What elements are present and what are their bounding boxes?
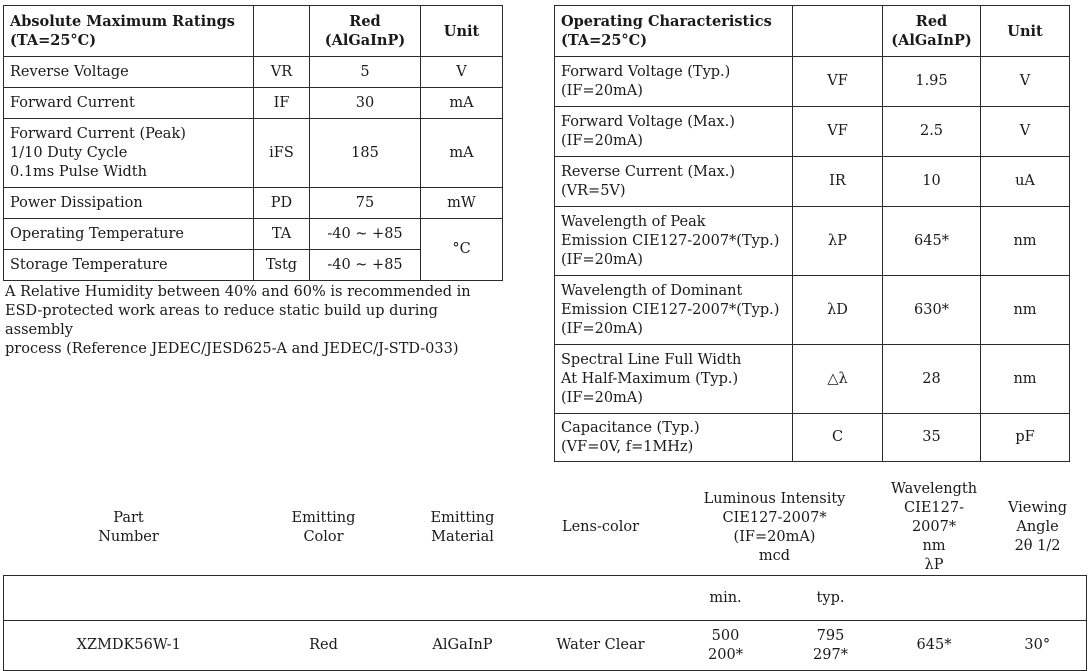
table-row: Reverse Voltage VR 5 V: [4, 57, 503, 88]
emitting-material-header: Emitting Material: [430, 509, 495, 545]
part-selection-table: [3, 480, 1087, 671]
emitting-color: Red: [254, 621, 394, 671]
amr-red-header: Red (AlGaInP): [310, 6, 421, 57]
table-row: Reverse Current (Max.) (VR=5V) IR 10 uA: [555, 157, 1070, 207]
viewing-angle: 30°: [989, 621, 1087, 671]
wavelength-header: Wavelength CIE127-2007* nm λP: [890, 481, 978, 573]
emitting-material: AlGaInP: [394, 621, 532, 671]
viewing-angle-header: Viewing Angle 2θ 1/2: [1007, 500, 1068, 554]
table-row: Storage Temperature Tstg -40 ~ +85: [4, 250, 503, 281]
opc-title: Operating Characteristics: [561, 13, 772, 30]
intensity-typ: 795 297*: [782, 621, 880, 671]
luminous-intensity-header: Luminous Intensity CIE127-2007* (IF=20mA) mcd: [703, 490, 846, 564]
minmax-row: [4, 576, 1087, 621]
table-row: Forward Voltage (Max.) (IF=20mA) VF 2.5 V: [555, 107, 1070, 157]
opc-condition: (TA=25°C): [561, 32, 648, 49]
emitting-color-header: Emitting Color: [291, 509, 356, 545]
table-row: Capacitance (Typ.) (VF=0V, f=1MHz) C 35 pF: [555, 414, 1070, 462]
opc-unit-header: Unit: [981, 6, 1070, 57]
absolute-maximum-ratings-table: [3, 5, 503, 281]
amr-title-cell: [4, 6, 254, 57]
amr-unit-header: Unit: [421, 6, 503, 57]
min-label: min.: [670, 576, 782, 621]
typ-label: typ.: [782, 576, 880, 621]
table-row: Wavelength of Peak Emission CIE127-2007*(Typ.) (IF=20mA) λP 645* nm: [555, 207, 1070, 276]
table-row: [4, 621, 1087, 671]
humidity-note: A Relative Humidity between 40% and 60% is recommended in ESD-protected work areas to reduce static build up during assembly process (Reference JEDEC/JESD625-A and JEDEC/J-STD-033): [5, 284, 471, 357]
intensity-min: 500 200*: [670, 621, 782, 671]
table-row: Forward Current IF 30 mA: [4, 88, 503, 119]
table-row: Wavelength of Dominant Emission CIE127-2007*(Typ.) (IF=20mA) λD 630* nm: [555, 276, 1070, 345]
table-row: Operating Temperature TA -40 ~ +85 °C: [4, 219, 503, 250]
amr-condition: (TA=25°C): [10, 32, 97, 49]
amr-title: Absolute Maximum Ratings: [10, 13, 235, 30]
part-header-row: [4, 480, 1087, 576]
lens-color: Water Clear: [532, 621, 670, 671]
opc-red-header: Red (AlGaInP): [883, 6, 981, 57]
opc-title-cell: [555, 6, 793, 57]
table-row: Power Dissipation PD 75 mW: [4, 188, 503, 219]
part-number: XZMDK56W-1: [4, 621, 254, 671]
part-number-header: Part Number: [98, 509, 159, 545]
operating-characteristics-table: [554, 5, 1070, 462]
table-row: Forward Current (Peak) 1/10 Duty Cycle 0.1ms Pulse Width iFS 185 mA: [4, 119, 503, 188]
table-row: Forward Voltage (Typ.) (IF=20mA) VF 1.95 V: [555, 57, 1070, 107]
lens-color-header: Lens-color: [561, 519, 640, 535]
temperature-unit: °C: [421, 219, 503, 281]
table-row: Spectral Line Full Width At Half-Maximum (Typ.) (IF=20mA) △λ 28 nm: [555, 345, 1070, 414]
peak-wavelength: 645*: [880, 621, 989, 671]
